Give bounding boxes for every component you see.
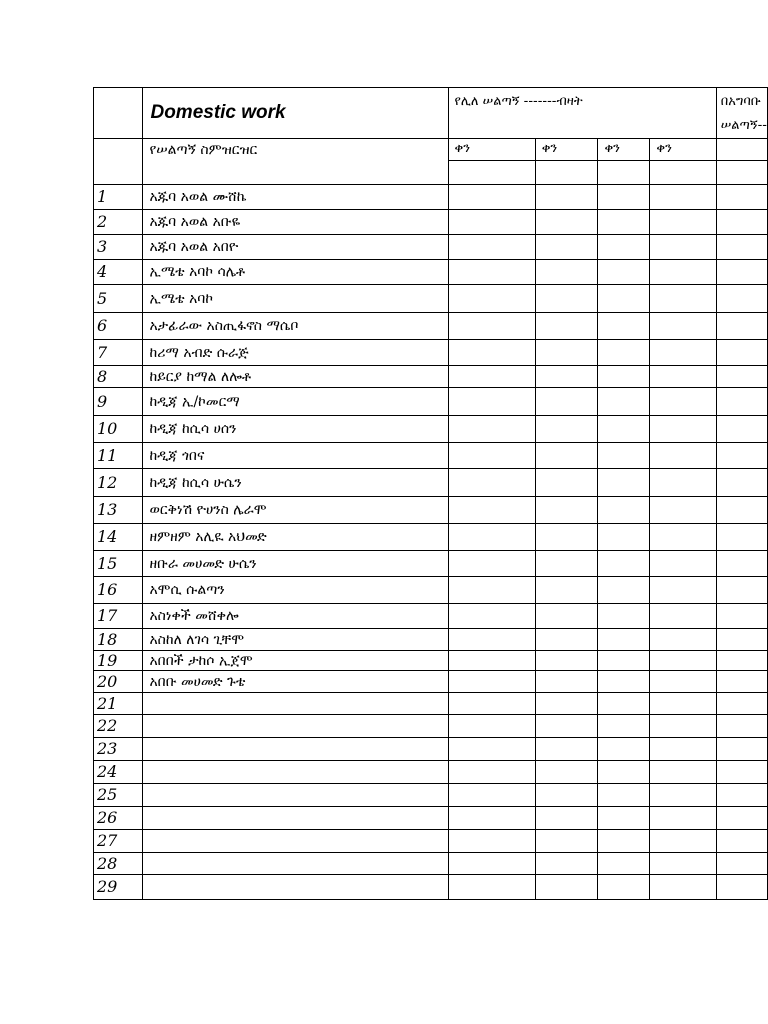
- trainee-name: ከዲጃ ከሲሳ ሁሴን: [143, 469, 448, 497]
- row-number: 15: [94, 551, 143, 577]
- day-cell: [598, 671, 650, 693]
- table-row: [94, 285, 768, 313]
- trainee-name: ኢሜቴ አባኮ: [143, 285, 448, 313]
- day-cell: [650, 577, 716, 604]
- table-row: [94, 235, 768, 260]
- row-number: 7: [94, 340, 143, 366]
- day-cell: [650, 715, 716, 738]
- day-cell: [535, 235, 598, 260]
- blank-cell: [598, 161, 650, 185]
- day-cell: [535, 469, 598, 497]
- day-cell: [716, 524, 767, 551]
- day-cell: [716, 784, 767, 807]
- day-cell: [448, 715, 535, 738]
- trainee-name: ኢሜቴ አባኮ ሳሌቶ: [143, 260, 448, 285]
- day-cell: [535, 313, 598, 340]
- day-cell: [650, 629, 716, 651]
- day-cell: [535, 551, 598, 577]
- day-cell: [650, 469, 716, 497]
- table-row: [94, 784, 768, 807]
- table-row: [94, 497, 768, 524]
- row-number: 18: [94, 629, 143, 651]
- day-cell: [598, 313, 650, 340]
- day-cell: [535, 340, 598, 366]
- day-cell: [448, 235, 535, 260]
- day-cell: [650, 497, 716, 524]
- day-cell: [598, 235, 650, 260]
- day-cell: [650, 235, 716, 260]
- table-row: [94, 469, 768, 497]
- day-cell: [716, 738, 767, 761]
- day-cell: [598, 761, 650, 784]
- day-cell: [716, 443, 767, 469]
- day-cell: [448, 738, 535, 761]
- day-cell: [535, 388, 598, 416]
- trainee-name: [143, 807, 448, 830]
- day-cell: [650, 210, 716, 235]
- day-cell: [448, 830, 535, 853]
- trainee-name: አስነቀች መሸቀሎ: [143, 604, 448, 629]
- day-cell: [598, 524, 650, 551]
- day-cell: [598, 285, 650, 313]
- table-row: [94, 443, 768, 469]
- day-header-5: [716, 139, 767, 161]
- day-cell: [598, 443, 650, 469]
- trainee-name: ዘቡራ መሀመድ ሁሴን: [143, 551, 448, 577]
- row-number: 8: [94, 366, 143, 388]
- table-row: [94, 629, 768, 651]
- day-cell: [716, 469, 767, 497]
- trainee-name-list-header: የሠልጣኝ ስምዝርዝር: [143, 139, 448, 185]
- trainee-name: አበቡ መሀመድ ጉቴ: [143, 671, 448, 693]
- day-cell: [448, 807, 535, 830]
- table-row: [94, 604, 768, 629]
- proper-trainee-header-line1: በአግባቡ: [720, 94, 761, 109]
- row-number: 20: [94, 671, 143, 693]
- day-cell: [598, 853, 650, 875]
- row-number: 13: [94, 497, 143, 524]
- blank-cell: [650, 161, 716, 185]
- trainee-name: ከሪማ አብድ ሱራጅ: [143, 340, 448, 366]
- day-cell: [535, 853, 598, 875]
- day-header-1: ቀን: [448, 139, 535, 161]
- day-cell: [650, 738, 716, 761]
- row-number: 1: [94, 185, 143, 210]
- day-cell: [448, 761, 535, 784]
- table-row: [94, 875, 768, 900]
- day-cell: [448, 604, 535, 629]
- day-cell: [535, 629, 598, 651]
- day-cell: [448, 469, 535, 497]
- day-cell: [535, 651, 598, 671]
- day-cell: [716, 340, 767, 366]
- row-number: 23: [94, 738, 143, 761]
- trainee-name: አበበች ታከሶ ኢጀሞ: [143, 651, 448, 671]
- day-cell: [535, 738, 598, 761]
- day-cell: [535, 497, 598, 524]
- day-cell: [448, 285, 535, 313]
- table-row: [94, 830, 768, 853]
- day-cell: [598, 366, 650, 388]
- day-cell: [448, 671, 535, 693]
- table-row: [94, 761, 768, 784]
- blank-cell: [716, 161, 767, 185]
- blank-cell: [535, 161, 598, 185]
- day-cell: [716, 830, 767, 853]
- day-cell: [598, 260, 650, 285]
- day-cell: [448, 629, 535, 651]
- day-cell: [535, 761, 598, 784]
- day-cell: [448, 651, 535, 671]
- proper-trainee-header-line2: ሠልጣኝ--: [720, 118, 767, 133]
- row-number: 11: [94, 443, 143, 469]
- trainee-name: ከዲጃ ጎበና: [143, 443, 448, 469]
- day-cell: [650, 604, 716, 629]
- row-number: 28: [94, 853, 143, 875]
- table-row: [94, 853, 768, 875]
- day-cell: [535, 524, 598, 551]
- day-cell: [716, 210, 767, 235]
- day-cell: [716, 260, 767, 285]
- day-cell: [448, 693, 535, 715]
- day-cell: [448, 313, 535, 340]
- day-cell: [650, 875, 716, 900]
- table-row: [94, 340, 768, 366]
- day-cell: [716, 671, 767, 693]
- day-cell: [448, 577, 535, 604]
- table-row: [94, 260, 768, 285]
- sheet-title: Domestic work: [143, 88, 448, 139]
- day-cell: [598, 738, 650, 761]
- day-cell: [535, 715, 598, 738]
- day-cell: [650, 853, 716, 875]
- row-number: 4: [94, 260, 143, 285]
- trainee-name: [143, 875, 448, 900]
- table-row: [94, 524, 768, 551]
- day-cell: [716, 366, 767, 388]
- row-number: 2: [94, 210, 143, 235]
- number-header-cell: [94, 139, 143, 185]
- day-cell: [598, 210, 650, 235]
- row-number: 14: [94, 524, 143, 551]
- trainee-name: [143, 715, 448, 738]
- row-number: 29: [94, 875, 143, 900]
- day-cell: [650, 524, 716, 551]
- day-cell: [535, 784, 598, 807]
- day-cell: [448, 210, 535, 235]
- trainee-name: ወርቅነሽ ዮሀንስ ሌራሞ: [143, 497, 448, 524]
- day-cell: [535, 210, 598, 235]
- day-cell: [598, 715, 650, 738]
- table-row: [94, 693, 768, 715]
- day-cell: [535, 875, 598, 900]
- day-cell: [716, 235, 767, 260]
- row-number: 21: [94, 693, 143, 715]
- day-cell: [716, 604, 767, 629]
- day-cell: [716, 875, 767, 900]
- table-row: [94, 577, 768, 604]
- day-cell: [650, 830, 716, 853]
- trainee-name: ከይርያ ከማል ለሎቶ: [143, 366, 448, 388]
- day-cell: [448, 366, 535, 388]
- row-number: 16: [94, 577, 143, 604]
- day-cell: [535, 260, 598, 285]
- day-header-3: ቀን: [598, 139, 650, 161]
- day-cell: [650, 366, 716, 388]
- trainee-name: ዘምዘም አሊዪ አህመድ: [143, 524, 448, 551]
- day-cell: [598, 388, 650, 416]
- day-cell: [716, 497, 767, 524]
- trainee-count-header: የሊለ ሠልጣኝ -------ብዛት: [448, 88, 716, 139]
- day-cell: [535, 671, 598, 693]
- row-number: 5: [94, 285, 143, 313]
- table-row: [94, 210, 768, 235]
- day-cell: [448, 388, 535, 416]
- table-row: [94, 738, 768, 761]
- day-cell: [598, 875, 650, 900]
- trainee-name: [143, 761, 448, 784]
- day-cell: [650, 651, 716, 671]
- day-cell: [535, 807, 598, 830]
- day-cell: [535, 366, 598, 388]
- day-cell: [716, 693, 767, 715]
- table-row: [94, 715, 768, 738]
- day-cell: [650, 761, 716, 784]
- day-cell: [716, 853, 767, 875]
- day-cell: [448, 497, 535, 524]
- day-cell: [598, 469, 650, 497]
- blank-cell: [448, 161, 535, 185]
- day-cell: [716, 629, 767, 651]
- table-row: [94, 416, 768, 443]
- day-cell: [598, 551, 650, 577]
- row-number: 22: [94, 715, 143, 738]
- day-cell: [650, 313, 716, 340]
- day-cell: [650, 671, 716, 693]
- day-cell: [716, 388, 767, 416]
- day-cell: [716, 285, 767, 313]
- trainee-name: [143, 738, 448, 761]
- day-cell: [598, 604, 650, 629]
- row-number: 26: [94, 807, 143, 830]
- day-cell: [448, 853, 535, 875]
- table-row: [94, 388, 768, 416]
- table-row: [94, 807, 768, 830]
- trainee-name: [143, 693, 448, 715]
- day-cell: [448, 784, 535, 807]
- row-number: 17: [94, 604, 143, 629]
- day-cell: [716, 761, 767, 784]
- day-cell: [598, 629, 650, 651]
- day-cell: [650, 260, 716, 285]
- row-number: 24: [94, 761, 143, 784]
- row-number: 10: [94, 416, 143, 443]
- day-cell: [650, 784, 716, 807]
- header-row-2: [94, 139, 768, 161]
- day-header-4: ቀን: [650, 139, 716, 161]
- trainee-name: አስከለ ለገሳ ጊቸሞ: [143, 629, 448, 651]
- row-number: 27: [94, 830, 143, 853]
- day-cell: [716, 577, 767, 604]
- row-number: 3: [94, 235, 143, 260]
- day-cell: [535, 185, 598, 210]
- table-row: [94, 185, 768, 210]
- day-cell: [716, 416, 767, 443]
- day-cell: [448, 185, 535, 210]
- trainee-name: [143, 784, 448, 807]
- day-cell: [598, 651, 650, 671]
- day-cell: [448, 260, 535, 285]
- table-row: [94, 551, 768, 577]
- trainee-name: አታፊራው አስጢፋኖስ ማሴቦ: [143, 313, 448, 340]
- row-number: 9: [94, 388, 143, 416]
- day-cell: [448, 875, 535, 900]
- header-row-1: [94, 88, 768, 139]
- day-cell: [448, 551, 535, 577]
- day-cell: [650, 693, 716, 715]
- day-cell: [716, 551, 767, 577]
- day-cell: [650, 443, 716, 469]
- day-cell: [716, 807, 767, 830]
- table-row: [94, 651, 768, 671]
- day-cell: [598, 416, 650, 443]
- table-row: [94, 313, 768, 340]
- day-cell: [535, 416, 598, 443]
- day-cell: [535, 577, 598, 604]
- day-cell: [535, 693, 598, 715]
- day-cell: [650, 416, 716, 443]
- row-number: 12: [94, 469, 143, 497]
- day-cell: [598, 497, 650, 524]
- trainee-name: አሞሲ ሱልጣን: [143, 577, 448, 604]
- day-cell: [650, 551, 716, 577]
- day-cell: [716, 651, 767, 671]
- day-cell: [448, 340, 535, 366]
- day-cell: [598, 185, 650, 210]
- day-cell: [650, 285, 716, 313]
- day-cell: [448, 443, 535, 469]
- day-cell: [598, 807, 650, 830]
- trainee-name: [143, 853, 448, 875]
- row-number: 6: [94, 313, 143, 340]
- day-cell: [535, 830, 598, 853]
- day-cell: [598, 693, 650, 715]
- trainee-name: [143, 830, 448, 853]
- trainee-name: አጁባ አወል አበዮ: [143, 235, 448, 260]
- table-row: [94, 366, 768, 388]
- trainee-name: አጁባ አወል አቡዬ: [143, 210, 448, 235]
- proper-trainee-header: [716, 88, 767, 139]
- trainee-name: ከዲጃ ኢ/ኮመርማ: [143, 388, 448, 416]
- day-cell: [650, 340, 716, 366]
- day-cell: [598, 784, 650, 807]
- day-cell: [448, 416, 535, 443]
- day-cell: [535, 443, 598, 469]
- row-number: 25: [94, 784, 143, 807]
- day-cell: [535, 285, 598, 313]
- corner-cell: [94, 88, 143, 139]
- attendance-table: [93, 87, 768, 900]
- day-cell: [716, 185, 767, 210]
- day-cell: [598, 340, 650, 366]
- day-cell: [448, 524, 535, 551]
- table-row: [94, 671, 768, 693]
- trainee-name: ከዲጃ ከሲሳ ሀሰን: [143, 416, 448, 443]
- day-cell: [598, 577, 650, 604]
- row-number: 19: [94, 651, 143, 671]
- day-cell: [716, 715, 767, 738]
- day-cell: [650, 185, 716, 210]
- day-header-2: ቀን: [535, 139, 598, 161]
- day-cell: [650, 388, 716, 416]
- day-cell: [598, 830, 650, 853]
- day-cell: [535, 604, 598, 629]
- trainee-name: አጁባ አወል ሙሸኬ: [143, 185, 448, 210]
- day-cell: [650, 807, 716, 830]
- day-cell: [716, 313, 767, 340]
